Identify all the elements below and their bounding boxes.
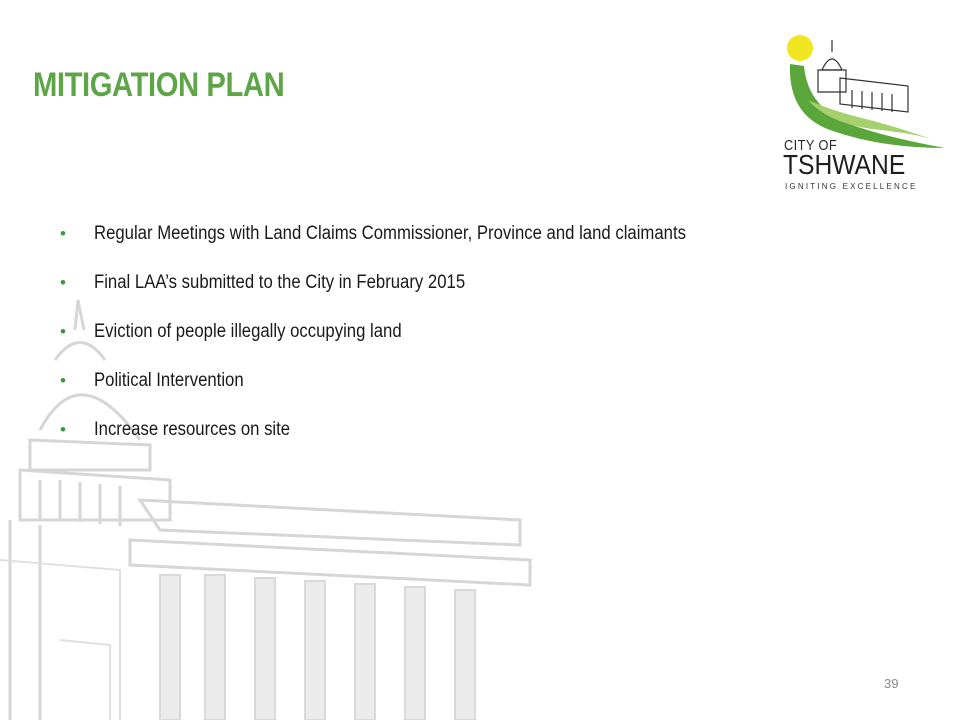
- bullet-text: Increase resources on site: [94, 419, 291, 440]
- bullet-dot-icon: •: [60, 224, 66, 243]
- bullet-text: Final LAA’s submitted to the City in February 2015: [94, 272, 466, 293]
- bullet-text: Regular Meetings with Land Claims Commissioner, Province and land claimants: [94, 223, 686, 244]
- slide-title: MITIGATION PLAN: [33, 66, 285, 104]
- page-number: 39: [884, 676, 899, 691]
- logo-tagline: IGNITING EXCELLENCE: [785, 182, 918, 191]
- bullet-dot-icon: •: [60, 420, 66, 439]
- bullet-dot-icon: •: [60, 273, 66, 292]
- bullet-text: Political Intervention: [94, 370, 244, 391]
- logo-sun-icon: [787, 35, 813, 61]
- bullet-text: Eviction of people illegally occupying land: [94, 321, 402, 342]
- bullet-dot-icon: •: [60, 322, 66, 341]
- logo-text-tshwane: TSHWANE: [783, 149, 906, 180]
- bullet-dot-icon: •: [60, 371, 66, 390]
- logo-text-city: CITY OF: [784, 137, 838, 154]
